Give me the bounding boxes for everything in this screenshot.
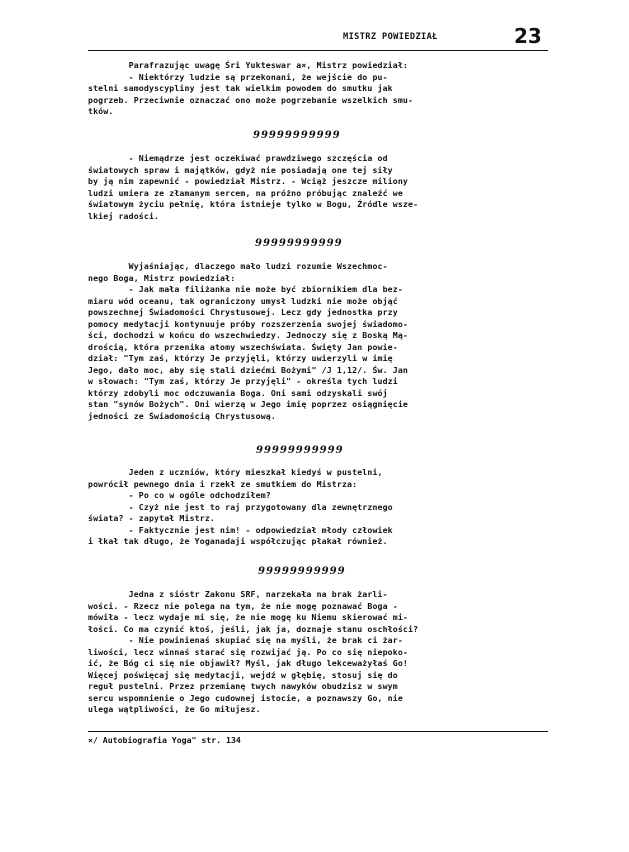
paragraph-5 (88, 589, 548, 716)
text-line: lkiej radości. (88, 210, 160, 221)
paragraph-4 (88, 467, 548, 548)
text-line: - Niemądrze jest oczekiwać prawdziwego szczęścia od (88, 153, 388, 163)
footnote (88, 735, 241, 745)
text-line: dział: "Tym zaś, którzy Je przyjęli, którzy uwierzyli w imię (88, 353, 393, 363)
text-line: - Niektórzy ludzie są przekonani, że wejście do pu- (88, 71, 388, 82)
text-line: i łkał tak długo, że Yoganadaji współczując płakał również. (88, 536, 388, 546)
text-line: ulega wątpliwości, że Go miłujesz. (88, 704, 261, 714)
section-separator: 99999999999 (255, 238, 343, 249)
header-rule (88, 50, 548, 51)
text-line: - Jak mała filiżanka nie może być zbiornikiem dla bez- (88, 284, 403, 294)
text-line: świata? - zapytał Mistrz. (88, 513, 215, 523)
section-separator: 99999999999 (253, 130, 341, 141)
text-line: by ją nim zapewnić - powiedział Mistrz. - Wciąż jeszcze miliony (88, 176, 408, 186)
footnote-text: / Autobiografia Yoga" str. 134 (92, 735, 241, 745)
text-line: - Czyż nie jest to raj przygotowany dla zewnętrznego (88, 501, 393, 512)
page-number: 23 (514, 24, 542, 48)
text-line: pogrzeb. Przeciwnie oznaczać ono może pogrzebanie wszelkich smu- (88, 94, 414, 105)
text-line: łości. Co ma czynić ktoś, jeśli, jak ja, doznaje stanu oschłości? (88, 623, 419, 634)
text-line: wości. - Rzecz nie polega na tym, że nie mogę poznawać Boga - (88, 600, 398, 611)
text-line: światowym życiu pełnię, która istnieje tylko w Bogu, Źródle wsze- (88, 199, 419, 209)
text-line: - Po co w ogóle odchodziłem? (88, 490, 271, 500)
text-line: powszechnej Świadomości Chrystusowej. Lecz gdy jednostka przy (88, 307, 398, 317)
text-line: miaru wód oceanu, tak ograniczony umysł ludzki nie może objąć (88, 295, 398, 306)
text-line: Wyjaśniając, dlaczego mało ludzi rozumie Wszechmoc- (88, 261, 388, 271)
text-line: ści, dochodzi w końcu do wszechwiedzy. Jednoczy się z Boską Mą- (88, 330, 408, 340)
paragraph-1 (88, 60, 548, 118)
text-line: Więcej poświęcaj się medytacji, wejdź w głębię, stosuj się do (88, 669, 398, 680)
text-line: reguł pustelni. Przez przemianę twych nawyków obudzisz w swym (88, 681, 398, 691)
footnote-rule (88, 731, 548, 732)
paragraph-2 (88, 153, 548, 222)
text-line: światowych spraw i majątków, gdyż nie posiadają one tej siły (88, 164, 393, 175)
text-line: - Nie powinienaś skupiać się na myśli, że brak ci żar- (88, 635, 403, 645)
text-line: jedności ze Świadomością Chrystusową. (88, 410, 276, 421)
paragraph-3 (88, 261, 548, 422)
text-line: powrócił pewnego dnia i rzekł ze smutkiem do Mistrza: (88, 478, 358, 489)
text-line: nego Boga, Mistrz powiedział: (88, 272, 236, 283)
footnote-mark: × (88, 735, 93, 745)
text-line: mówiła - lecz wydaje mi się, że nie mogę ku Niemu skierować mi- (88, 612, 408, 622)
text-line: tków. (88, 106, 114, 116)
section-separator: 99999999999 (256, 445, 344, 456)
text-line: liwości, lecz winnaś starać się rozwijać ją. Po co się niepoko- (88, 646, 408, 657)
text-line: ludzi umiera ze złamanym sercem, na próżno próbując znaleźć we (88, 187, 403, 198)
text-line: pomocy medytacji kontynuuje próby rozszerzenia swojej świadomo- (88, 318, 408, 329)
text-line: którzy zdobyli moc odczuwania Boga. Oni sami odzyskali swój (88, 387, 388, 398)
text-line: ić, że Bóg ci się nie objawił? Myśl, jak długo lekceważyłaś Go! (88, 658, 408, 668)
text-line: Jedna z sióstr Zakonu SRF, narzekała na brak żarli- (88, 589, 388, 599)
text-line: - Faktycznie jest nim! - odpowiedział młody człowiek (88, 524, 393, 535)
text-line: sercu wspomnienie o Jego cudownej istocie, a poznawszy Go, nie (88, 692, 403, 703)
text-line: stan "synów Bożych". Oni wierzą w Jego imię poprzez osiągnięcie (88, 399, 408, 409)
running-head-title: MISTRZ POWIEDZIAŁ (343, 32, 438, 42)
text-line: Parafrazując uwagę Śri Yukteswar a×, Mistrz powiedział: (88, 60, 408, 70)
text-line: Jego, dało moc, aby się stali dziećmi Bożymi" /J 1,12/. Św. Jan (88, 364, 408, 375)
text-line: w słowach: "Tym zaś, którzy Je przyjęli" - określa tych ludzi (88, 376, 398, 386)
text-line: drością, która przenika atomy wszechświata. Święty Jan powie- (88, 341, 398, 352)
text-line: stelni samodyscypliny jest tak wielkim powodem do smutku jak (88, 83, 393, 93)
section-separator: 99999999999 (258, 566, 346, 577)
text-line: Jeden z uczniów, który mieszkał kiedyś w pustelni, (88, 467, 383, 477)
